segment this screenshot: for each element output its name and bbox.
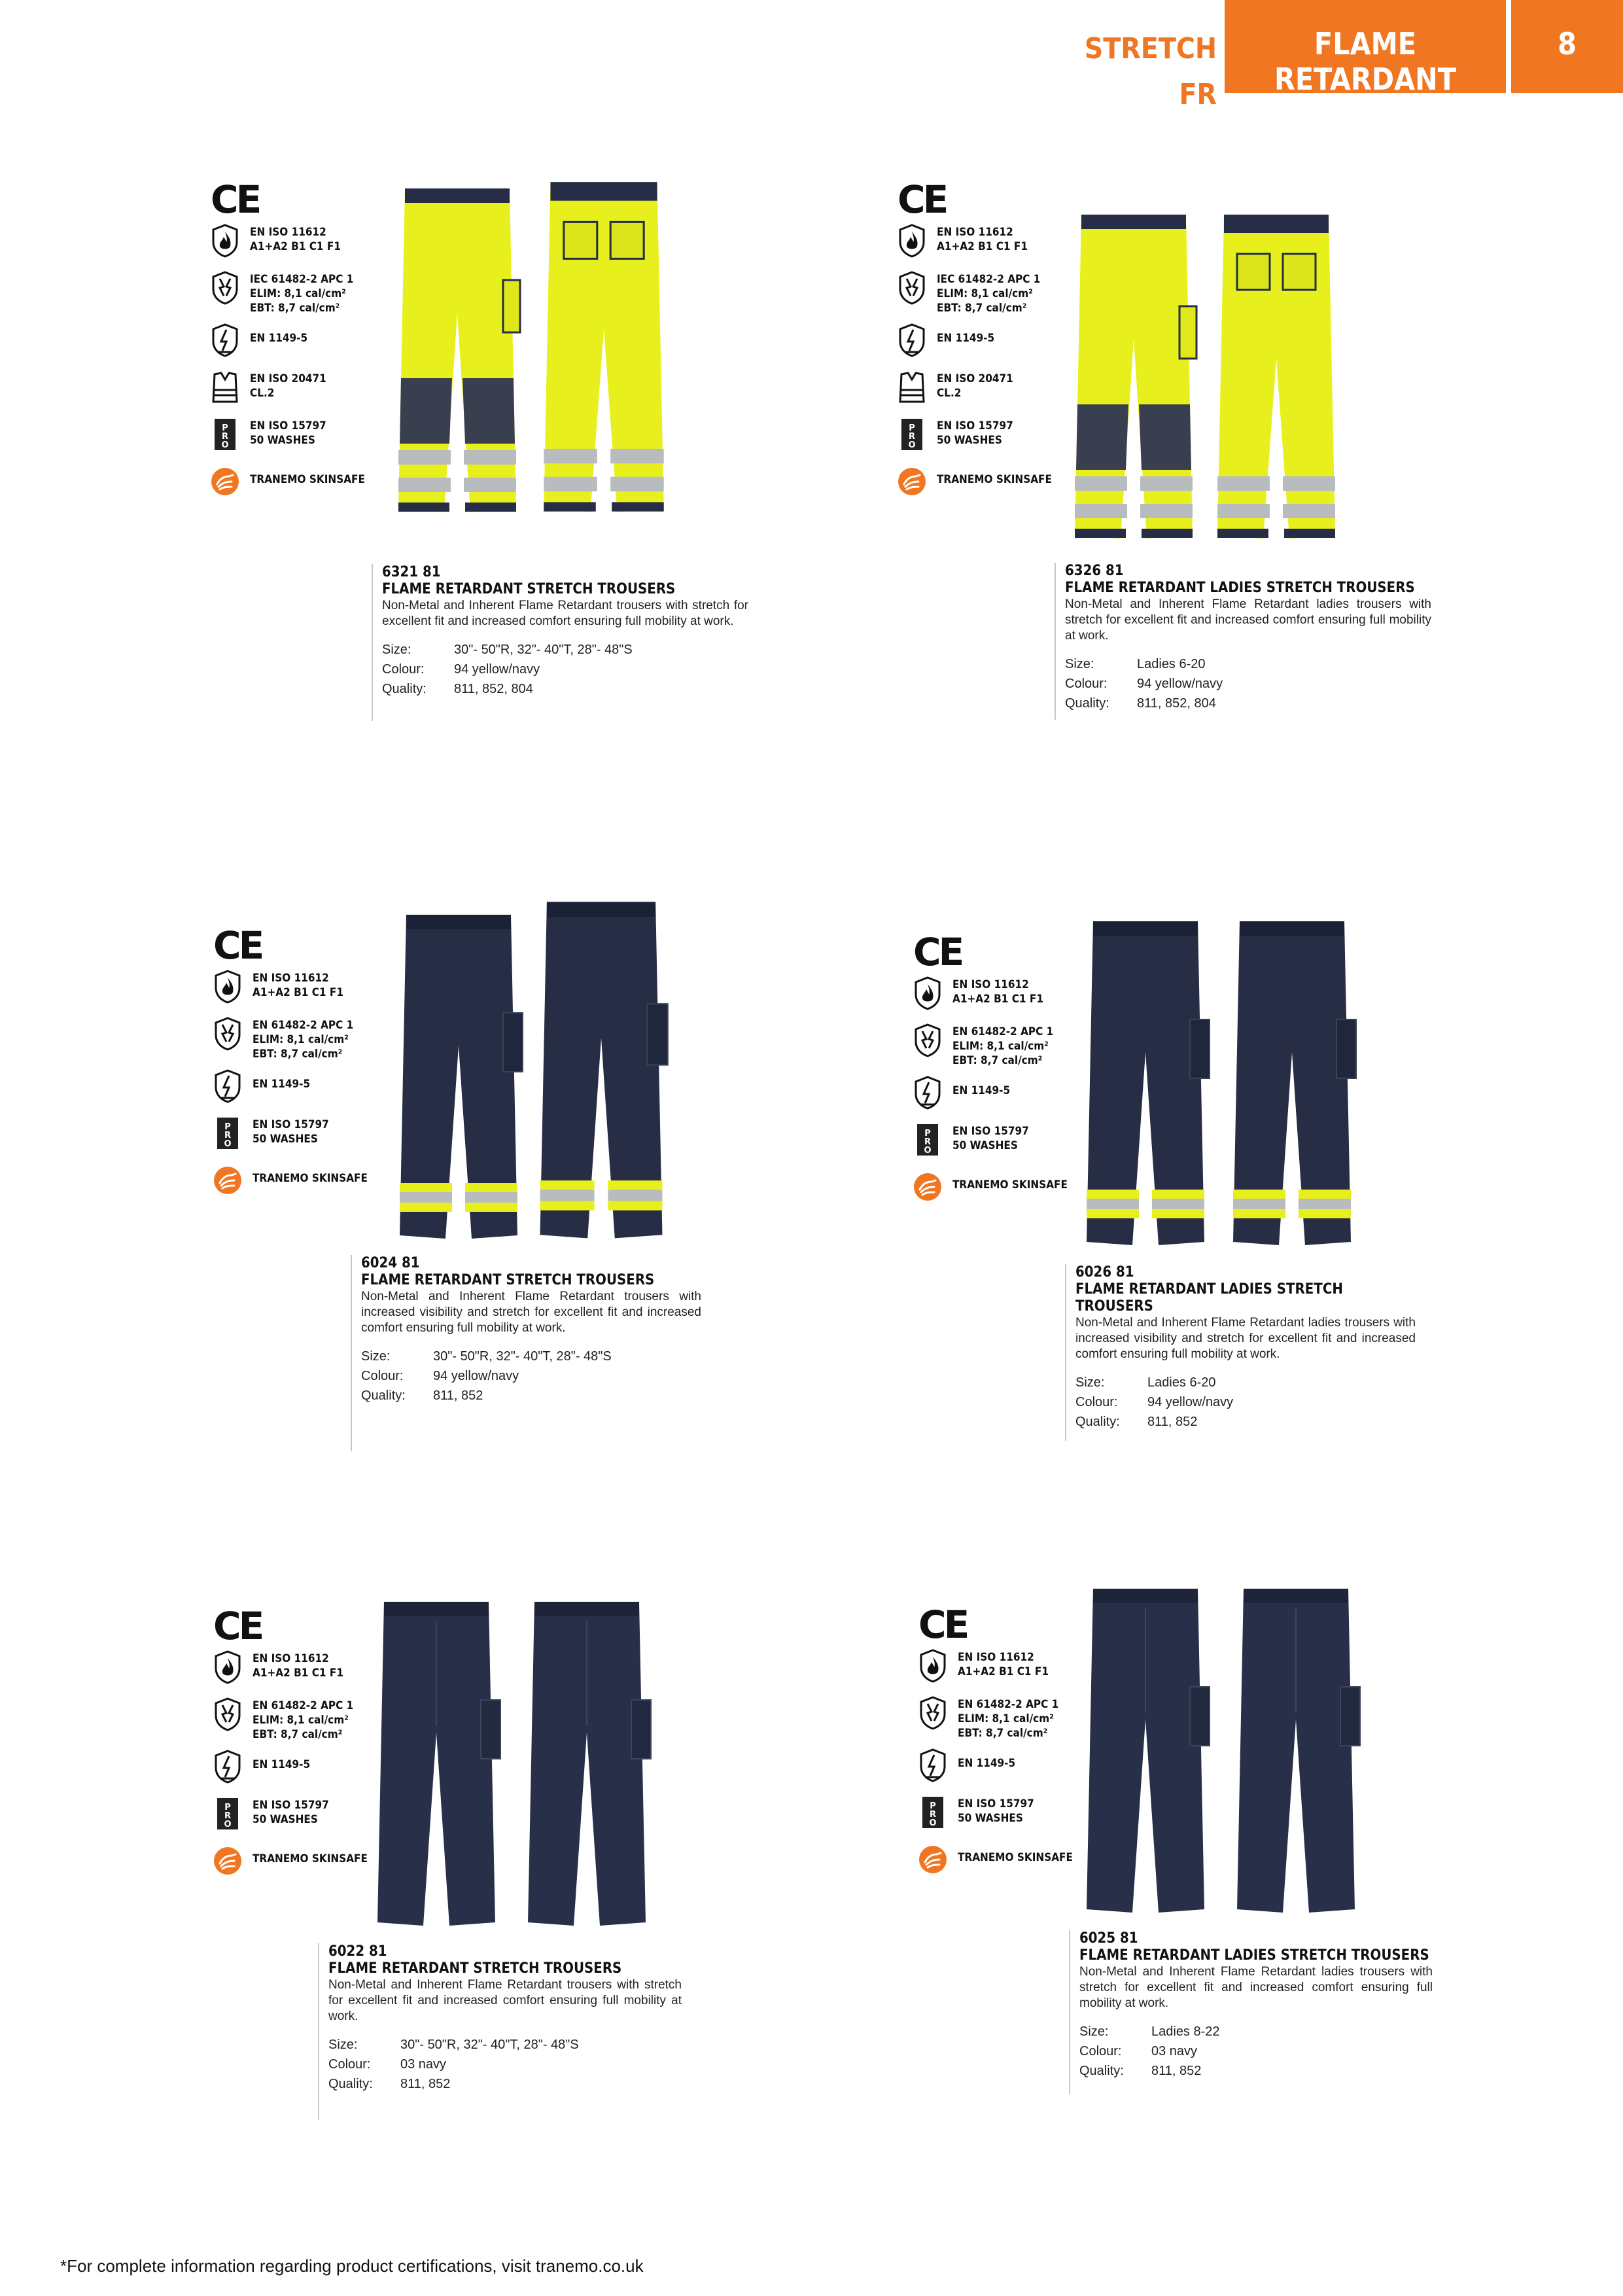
spec-label: Size: [361,1349,391,1364]
cert-skinsafe [898,462,1068,509]
product-name: FLAME RETARDANT STRETCH TROUSERS [361,1272,655,1288]
cert-hivis [898,368,1068,415]
cert-text: A1+A2 B1 C1 F1 [250,240,341,253]
cert-text: CL.2 [250,387,275,400]
cert-text: IEC 61482-2 APC 1 [937,273,1041,286]
cert-flame [918,1646,1089,1693]
cert-text: EN 1149-5 [952,1084,1011,1097]
cert-text: EN ISO 20471 [250,372,326,385]
spec-label: Quality: [1075,1415,1120,1429]
product-photo-front [386,908,531,1248]
product-photo-back [1204,208,1349,548]
cert-text: EN 61482-2 APC 1 [253,1019,354,1032]
cert-text: ELIM: 8,1 cal/cm² [958,1712,1054,1725]
cert-text: EN ISO 15797 [253,1799,329,1812]
electric-arc-icon [213,1697,242,1731]
cert-flame [213,1648,383,1695]
product-description: Non-Metal and Inherent Flame Retardant trousers with increased visibility and stretch for excellent fit and increased comfort ensuring full mobility at work. [361,1290,701,1335]
product-code: 6321 81 [382,564,441,580]
spec-label: Colour: [1065,677,1108,691]
cert-text: EN ISO 11612 [937,226,1013,239]
product-info-6326 [1055,563,1431,720]
product-info-6024 [351,1255,701,1451]
cert-pro [213,1794,383,1841]
product-info-6321 [372,564,748,721]
product-code: 6025 81 [1079,1930,1138,1947]
cert-arc [211,268,381,321]
cert-arc [898,268,1068,321]
flame-shield-icon [913,976,942,1010]
cert-text: EN 1149-5 [253,1758,311,1771]
product-name: FLAME RETARDANT LADIES STRETCH TROUSERS [1079,1947,1429,1964]
product-photo-front [1061,208,1206,548]
product-info-6025 [1069,1930,1433,2094]
cert-text: 50 WASHES [952,1139,1018,1152]
cert-skinsafe [913,1167,1083,1214]
spec-row [361,1387,612,1407]
cert-antistatic [211,321,381,368]
spec-table [1079,2023,1220,2082]
product-code: 6022 81 [328,1943,387,1960]
antistatic-icon [213,1750,242,1784]
spec-value: 94 yellow/navy [1137,677,1223,691]
section-title: STRETCH FR [1084,32,1217,111]
spec-row [1079,2043,1220,2062]
spec-value: 811, 852 [433,1388,483,1403]
cert-flame [211,221,381,268]
product-photo-back [1223,1582,1369,1922]
spec-value: 811, 852, 804 [454,682,533,696]
cert-text: EN ISO 11612 [952,978,1029,991]
cert-text: EN 1149-5 [958,1757,1016,1770]
spec-value: 03 navy [400,2057,447,2072]
spec-value: 30"- 50"R, 32"- 40"T, 28"- 48"S [433,1349,612,1364]
pro-washes-icon [213,1116,242,1150]
product-description: Non-Metal and Inherent Flame Retardant ladies trousers with stretch for excellent fit and increased comfort ensuring full mobility at work. [1065,597,1431,643]
spec-label: Colour: [1079,2044,1122,2058]
spec-label: Quality: [1065,696,1109,711]
cert-text: EBT: 8,7 cal/cm² [937,302,1027,315]
cert-arc [918,1693,1089,1746]
cert-text: ELIM: 8,1 cal/cm² [250,287,346,300]
cert-text: TRANEMO SKINSAFE [952,1178,1068,1192]
spec-row [1065,656,1223,675]
cert-arc [913,1021,1083,1073]
cert-text: EN ISO 11612 [250,226,326,239]
certifications-6326 [898,178,1068,509]
cert-text: ELIM: 8,1 cal/cm² [937,287,1033,300]
spec-value: Ladies 8-22 [1151,2024,1220,2039]
cert-text: EN ISO 20471 [937,372,1013,385]
product-photo-front [1073,1582,1218,1922]
spec-label: Quality: [1079,2064,1124,2078]
product-description: Non-Metal and Inherent Flame Retardant ladies trousers with increased visibility and stretch for excellent fit and increased comfort ensuring full mobility at work. [1075,1316,1416,1361]
product-name: FLAME RETARDANT LADIES STRETCH TROUSERS [1075,1281,1343,1315]
spec-label: Quality: [382,682,427,696]
cert-text: IEC 61482-2 APC 1 [250,273,354,286]
skinsafe-hand-icon [898,465,926,499]
cert-text: EBT: 8,7 cal/cm² [253,1048,343,1061]
spec-row [1075,1413,1233,1433]
cert-skinsafe [918,1840,1089,1887]
cert-text: EBT: 8,7 cal/cm² [952,1054,1043,1067]
spec-row [361,1348,612,1368]
spec-value: 811, 852 [1147,1415,1198,1429]
spec-value: 811, 852, 804 [1137,696,1216,711]
cert-text: EN ISO 15797 [253,1118,329,1131]
skinsafe-hand-icon [211,465,239,499]
cert-text: ELIM: 8,1 cal/cm² [253,1714,349,1727]
spec-value: Ladies 6-20 [1147,1375,1216,1390]
spec-row [361,1368,612,1387]
spec-row [382,680,633,700]
cert-antistatic [898,321,1068,368]
pro-washes-icon [918,1795,947,1829]
spec-row [1075,1394,1233,1413]
cert-arc [213,1695,383,1747]
product-code: 6024 81 [361,1255,420,1271]
product-photo-front [364,1595,509,1935]
cert-text: EN ISO 11612 [253,1652,329,1665]
pro-washes-icon [913,1123,942,1157]
spec-row [1075,1374,1233,1394]
cert-text: EN 1149-5 [253,1078,311,1091]
spec-row [328,2036,579,2056]
flame-shield-icon [213,970,242,1004]
spec-value: 94 yellow/navy [1147,1395,1234,1409]
cert-text: EN 61482-2 APC 1 [958,1698,1059,1711]
ce-mark: CE [213,923,262,968]
cert-flame [898,221,1068,268]
spec-row [1065,675,1223,695]
cert-text: 50 WASHES [253,1813,318,1826]
spec-table [328,2036,579,2095]
spec-table [361,1348,612,1407]
product-photo-back [531,175,676,522]
page-number-box [1511,0,1623,93]
cert-text: 50 WASHES [250,434,315,447]
cert-arc [213,1014,383,1067]
cert-text: TRANEMO SKINSAFE [937,473,1052,486]
product-photo-front [1073,915,1218,1255]
ce-mark: CE [213,1604,262,1648]
spec-label: Colour: [382,662,425,677]
hi-vis-vest-icon [898,370,926,404]
product-photo-front [385,182,530,522]
antistatic-icon [913,1076,942,1110]
spec-value: 94 yellow/navy [433,1369,519,1383]
certifications-6022 [213,1604,383,1888]
cert-pro [913,1120,1083,1167]
cert-text: 50 WASHES [253,1133,318,1146]
cert-text: EBT: 8,7 cal/cm² [250,302,340,315]
cert-text: EN 61482-2 APC 1 [253,1699,354,1712]
cert-text: EN 1149-5 [937,332,995,345]
cert-text: ELIM: 8,1 cal/cm² [253,1033,349,1046]
cert-antistatic [913,1073,1083,1120]
cert-text: 50 WASHES [937,434,1002,447]
electric-arc-icon [211,271,239,305]
cert-skinsafe [211,462,381,509]
spec-value: Ladies 6-20 [1137,657,1206,671]
spec-label: Quality: [361,1388,406,1403]
spec-label: Colour: [361,1369,404,1383]
cert-text: ELIM: 8,1 cal/cm² [952,1040,1049,1053]
cert-pro [898,415,1068,462]
skinsafe-hand-icon [918,1843,947,1877]
product-name: FLAME RETARDANT STRETCH TROUSERS [382,581,676,597]
flame-shield-icon [898,224,926,258]
pro-washes-icon [213,1797,242,1831]
electric-arc-icon [898,271,926,305]
cert-antistatic [918,1746,1089,1793]
electric-arc-icon [913,1023,942,1057]
cert-text: EBT: 8,7 cal/cm² [958,1727,1048,1740]
skinsafe-hand-icon [913,1170,942,1204]
spec-label: Size: [328,2038,358,2052]
spec-label: Size: [1075,1375,1105,1390]
cert-flame [213,967,383,1014]
product-code: 6026 81 [1075,1264,1134,1280]
page-number: 8 [1558,26,1577,62]
product-photo-back [529,895,674,1248]
product-name: FLAME RETARDANT STRETCH TROUSERS [328,1960,622,1977]
flame-shield-icon [918,1649,947,1683]
product-name: FLAME RETARDANT LADIES STRETCH TROUSERS [1065,580,1415,596]
pro-washes-icon [898,417,926,451]
cert-text: EN ISO 11612 [253,972,329,985]
cert-text: A1+A2 B1 C1 F1 [253,986,343,999]
spec-table [1065,656,1223,715]
cert-text: EN ISO 15797 [952,1125,1029,1138]
cert-text: 50 WASHES [958,1812,1023,1825]
electric-arc-icon [918,1696,947,1730]
cert-text: TRANEMO SKINSAFE [958,1851,1073,1864]
category-tab [1225,0,1506,97]
antistatic-icon [898,323,926,357]
cert-text: EN 61482-2 APC 1 [952,1025,1054,1038]
ce-mark: CE [211,177,260,222]
cert-text: A1+A2 B1 C1 F1 [937,240,1028,253]
spec-label: Colour: [1075,1395,1118,1409]
spec-row [382,641,633,661]
cert-flame [913,974,1083,1021]
electric-arc-icon [213,1017,242,1051]
cert-pro [918,1793,1089,1840]
spec-value: 811, 852 [1151,2064,1202,2078]
spec-label: Quality: [328,2077,373,2091]
certifications-6321 [211,178,381,509]
spec-row [328,2075,579,2095]
antistatic-icon [211,323,239,357]
spec-label: Size: [1079,2024,1109,2039]
spec-label: Colour: [328,2057,371,2072]
spec-label: Size: [382,643,411,657]
product-description: Non-Metal and Inherent Flame Retardant trousers with stretch for excellent fit and increased comfort ensuring full mobility at work. [328,1978,682,2023]
product-code: 6326 81 [1065,563,1124,579]
cert-antistatic [213,1067,383,1114]
cert-text: TRANEMO SKINSAFE [253,1852,368,1865]
antistatic-icon [213,1069,242,1103]
spec-value: 30"- 50"R, 32"- 40"T, 28"- 48"S [400,2038,579,2052]
cert-text: TRANEMO SKINSAFE [250,473,365,486]
cert-pro [213,1114,383,1161]
spec-row [328,2056,579,2075]
cert-text: A1+A2 B1 C1 F1 [952,993,1043,1006]
cert-text: EN 1149-5 [250,332,308,345]
product-description: Non-Metal and Inherent Flame Retardant ladies trousers with stretch for excellent fit and increased comfort ensuring full mobility at work. [1079,1965,1433,2010]
footer-note: *For complete information regarding product certifications, visit tranemo.co.uk [60,2256,644,2276]
cert-skinsafe [213,1161,383,1208]
ce-mark: CE [913,930,962,974]
ce-mark: CE [898,177,947,222]
certifications-6025 [918,1603,1089,1887]
certifications-6026 [913,930,1083,1214]
product-photo-back [514,1595,659,1935]
hi-vis-vest-icon [211,370,239,404]
product-photo-back [1219,915,1365,1255]
spec-row [382,661,633,680]
cert-text: EN ISO 15797 [958,1797,1034,1810]
cert-text: A1+A2 B1 C1 F1 [958,1665,1049,1678]
cert-text: EN ISO 15797 [937,419,1013,433]
spec-table [1075,1374,1233,1433]
cert-text: TRANEMO SKINSAFE [253,1172,368,1185]
spec-label: Size: [1065,657,1094,671]
flame-shield-icon [213,1650,242,1684]
category-label: FLAME RETARDANT [1274,26,1456,97]
spec-table [382,641,633,700]
cert-text: A1+A2 B1 C1 F1 [253,1667,343,1680]
antistatic-icon [918,1748,947,1782]
spec-value: 811, 852 [400,2077,451,2091]
spec-row [1065,695,1223,715]
ce-mark: CE [918,1602,968,1647]
cert-text: CL.2 [937,387,962,400]
product-description: Non-Metal and Inherent Flame Retardant trousers with stretch for excellent fit and increased comfort ensuring full mobility at work. [382,599,748,628]
spec-value: 94 yellow/navy [454,662,540,677]
pro-washes-icon [211,417,239,451]
cert-pro [211,415,381,462]
spec-row [1079,2023,1220,2043]
spec-value: 03 navy [1151,2044,1198,2058]
certifications-6024 [213,924,383,1208]
product-info-6022 [318,1943,682,2120]
cert-text: EN ISO 15797 [250,419,326,433]
cert-skinsafe [213,1841,383,1888]
flame-shield-icon [211,224,239,258]
skinsafe-hand-icon [213,1844,242,1878]
product-info-6026 [1065,1264,1416,1441]
cert-hivis [211,368,381,415]
spec-row [1079,2062,1220,2082]
cert-antistatic [213,1747,383,1794]
skinsafe-hand-icon [213,1163,242,1197]
cert-text: EBT: 8,7 cal/cm² [253,1728,343,1741]
spec-value: 30"- 50"R, 32"- 40"T, 28"- 48"S [454,643,633,657]
cert-text: EN ISO 11612 [958,1651,1034,1664]
